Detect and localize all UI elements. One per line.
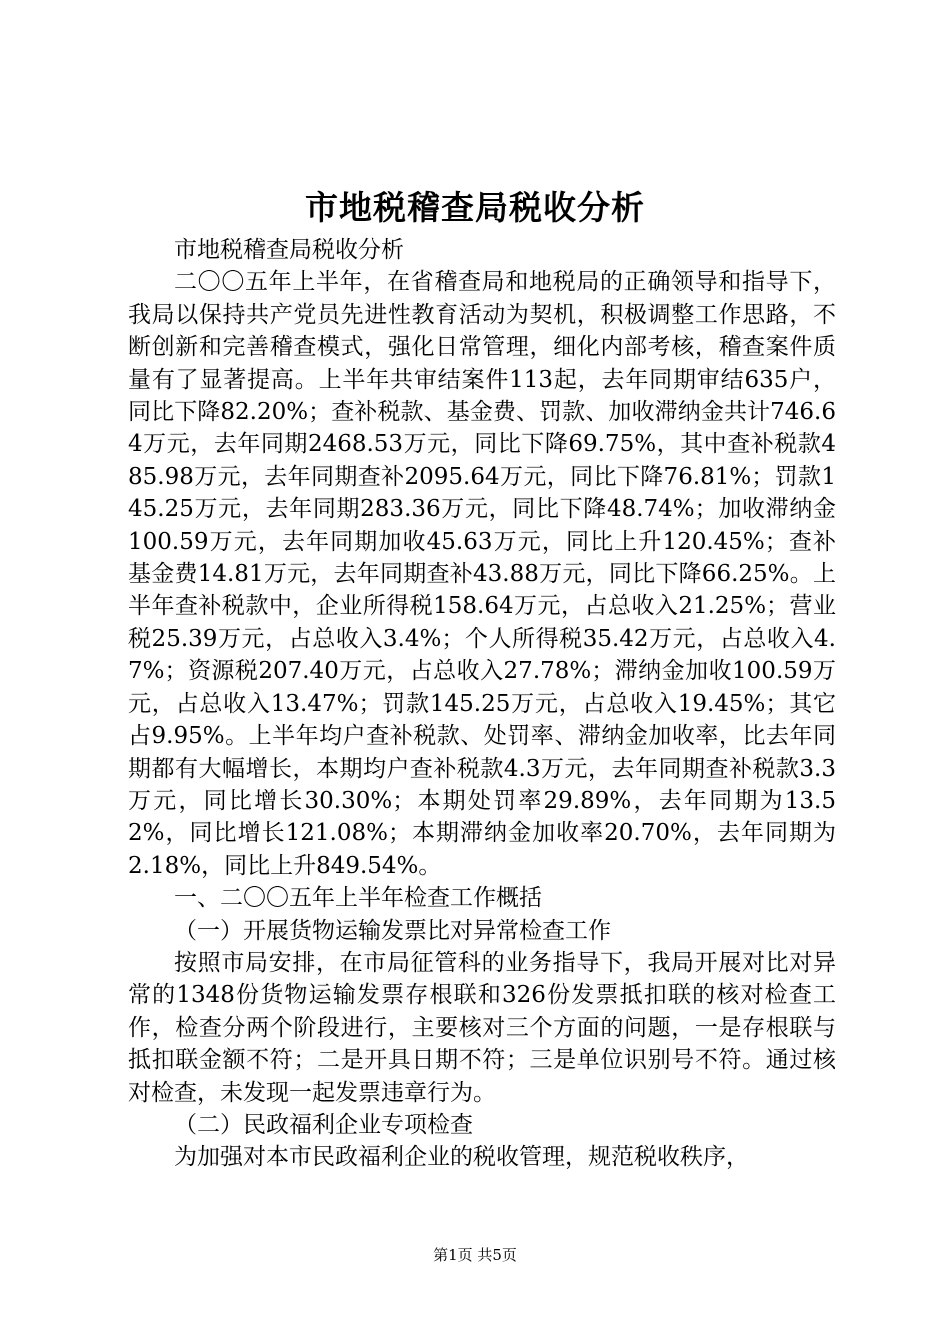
paragraph-summary: 二〇〇五年上半年，在省稽查局和地税局的正确领导和指导下，我局以保持共产党员先进性教育活动为契机，积极调整工作思路，不断创新和完善稽查模式，强化日常管理，细化内部考核，稽查案件质量有了显著提高。上半年共审结案件113起，去年同期审结635户，同比下降82.20%；查补税款、基金费、罚款、加收滞纳金共计746.64万元，去年同期2468.53万元，同比下降69.75%，其中查补税款485.98万元，去年同期查补2095.64万元，同比下降76.81%；罚款145.25万元，去年同期283.36万元，同比下降48.74%；加收滞纳金100.59万元，去年同期加收45.63万元，同比上升120.45%；查补基金费14.81万元，去年同期查补43.88万元，同比下降66.25%。上半年查补税款中，企业所得税158.64万元，占总收入21.25%；营业税25.39万元，占总收入3.4%；个人所得税35.42万元，占总收入4.7%；资源税207.40万元，占总收入27.78%；滞纳金加收100.59万元，占总收入13.47%；罚款145.25万元，占总收入19.45%；其它占9.95%。上半年均户查补税款、处罚率、滞纳金加收率，比去年同期都有大幅增长，本期均户查补税款4.3万元，去年同期查补税款3.3万元，同比增长30.30%；本期处罚率29.89%，去年同期为13.52%，同比增长121.08%；本期滞纳金加收率20.70%，去年同期为2.18%，同比上升849.54%。 <box>128 269 836 879</box>
subsection-heading-2: （二）民政福利企业专项检查 <box>174 1111 473 1138</box>
document-body <box>128 234 836 1174</box>
paragraph-invoice-check: 按照市局安排，在市局征管科的业务指导下，我局开展对比对异常的1348份货物运输发票存根联和326份发票抵扣联的核对检查工作，检查分两个阶段进行，主要核对三个方面的问题，一是存根联与抵扣联金额不符；二是开具日期不符；三是单位识别号不符。通过核对检查，未发现一起发票违章行为。 <box>128 949 836 1106</box>
page-footer: 第1页 共5页 <box>433 1246 517 1264</box>
document-title: 市地税稽查局税收分析 <box>305 188 645 227</box>
paragraph-welfare-check: 为加强对本市民政福利企业的税收管理，规范税收秩序， <box>174 1144 749 1171</box>
paragraph-subtitle: 市地税稽查局税收分析 <box>174 237 404 263</box>
subsection-heading-1: （一）开展货物运输发票比对异常检查工作 <box>174 917 611 944</box>
section-heading-1: 一、二〇〇五年上半年检查工作概括 <box>174 885 542 912</box>
